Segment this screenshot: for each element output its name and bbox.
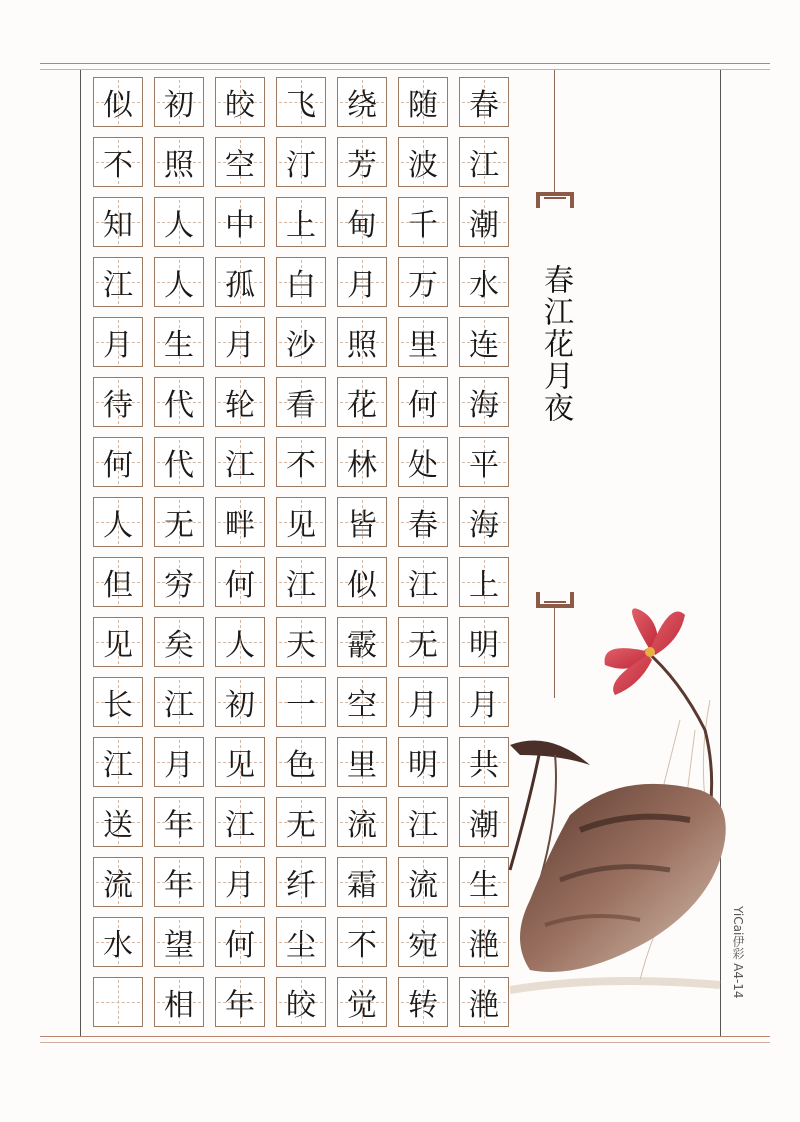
grid-cell: [154, 677, 204, 727]
grid-cell: [276, 557, 326, 607]
grid-character: 中: [225, 208, 255, 243]
grid-character: 代: [164, 388, 194, 423]
grid-character: 海: [469, 508, 499, 543]
grid-cell: [276, 917, 326, 967]
grid-cell: [398, 137, 448, 187]
grid-cell: [398, 77, 448, 127]
grid-character: 孤: [225, 268, 255, 303]
grid-cell: [215, 137, 265, 187]
grid-cell: [215, 317, 265, 367]
grid-character: 色: [286, 748, 316, 783]
grid-character: 汀: [286, 148, 316, 183]
grid-character: 皎: [286, 988, 316, 1023]
grid-cell: [154, 77, 204, 127]
grid-cell: [276, 497, 326, 547]
grid-cell: [93, 857, 143, 907]
grid-character: 江: [408, 568, 438, 603]
grid-character: 月: [469, 688, 499, 723]
grid-character: 芳: [347, 148, 377, 183]
grid-character: 相: [164, 988, 194, 1023]
grid-cell: [337, 257, 387, 307]
grid-character: 春: [408, 508, 438, 543]
grid-cell: [276, 77, 326, 127]
grid-character: 月: [225, 868, 255, 903]
grid-character: 水: [103, 928, 133, 963]
grid-cell: [276, 377, 326, 427]
grid-character: 无: [286, 808, 316, 843]
grid-character: 但: [103, 568, 133, 603]
grid-cell: [215, 797, 265, 847]
grid-character: 送: [103, 808, 133, 843]
grid-character: 照: [347, 328, 377, 363]
grid-character: 宛: [408, 928, 438, 963]
grid-cell: [93, 197, 143, 247]
grid-cell: [93, 497, 143, 547]
grid-cell: [337, 497, 387, 547]
grid-character: 白: [286, 268, 316, 303]
grid-character: 江: [164, 688, 194, 723]
grid-character: 江: [469, 148, 499, 183]
grid-cell: [154, 437, 204, 487]
grid-cell: [459, 197, 509, 247]
grid-character: 江: [103, 268, 133, 303]
grid-character: 人: [225, 628, 255, 663]
title-stem-top: [554, 70, 555, 193]
grid-character: 江: [408, 808, 438, 843]
grid-cell: [154, 557, 204, 607]
grid-cell: [215, 857, 265, 907]
grid-cell: [93, 617, 143, 667]
grid-character: 初: [225, 688, 255, 723]
grid-character: 春: [469, 88, 499, 123]
grid-cell: [93, 377, 143, 427]
grid-character: 见: [103, 628, 133, 663]
grid-cell: [215, 677, 265, 727]
grid-cell: [215, 497, 265, 547]
grid-cell: [459, 137, 509, 187]
grid-cell: [337, 617, 387, 667]
grid-character: 千: [408, 208, 438, 243]
grid-cell: [337, 917, 387, 967]
grid-cell: [398, 197, 448, 247]
grid-cell: [337, 437, 387, 487]
grid-cell: [276, 857, 326, 907]
grid-character: 明: [469, 628, 499, 663]
flower-rock-painting: [500, 580, 730, 1000]
grid-cell: [154, 617, 204, 667]
grid-cell: [398, 677, 448, 727]
grid-cell: [154, 377, 204, 427]
grid-character: 江: [225, 448, 255, 483]
grid-cell: [154, 917, 204, 967]
grid-character: 花: [347, 388, 377, 423]
grid-character: 何: [103, 448, 133, 483]
grid-cell: [93, 137, 143, 187]
grid-cell: [337, 977, 387, 1027]
grid-character: 见: [225, 748, 255, 783]
grid-character: 月: [347, 268, 377, 303]
grid-cell: [154, 977, 204, 1027]
grid-cell: [276, 197, 326, 247]
side-label: YiCai伊彩 A4-14: [731, 906, 745, 999]
grid-cell: [276, 317, 326, 367]
grid-character: 滟: [469, 988, 499, 1023]
grid-cell: [337, 197, 387, 247]
grid-character: 潮: [469, 208, 499, 243]
grid-character: 转: [408, 988, 438, 1023]
grid-character: 知: [103, 208, 133, 243]
grid-character: 霜: [347, 868, 377, 903]
grid-character: 生: [164, 328, 194, 363]
grid-character: 一: [286, 688, 316, 723]
grid-character: 月: [103, 328, 133, 363]
grid-cell: [93, 257, 143, 307]
grid-character: 畔: [225, 508, 255, 543]
grid-cell: [93, 737, 143, 787]
grid-cell: [215, 437, 265, 487]
grid-cell: [93, 77, 143, 127]
grid-cell: [215, 737, 265, 787]
grid-cell: [398, 557, 448, 607]
grid-character: 霰: [347, 628, 377, 663]
grid-cell: [93, 917, 143, 967]
grid-character: 似: [103, 88, 133, 123]
page-title: 春江花月夜: [538, 264, 573, 424]
grid-character: 空: [225, 148, 255, 183]
flower-icon: [605, 608, 685, 695]
grid-cell: [398, 737, 448, 787]
grid-cell: [93, 557, 143, 607]
grid-cell: [215, 77, 265, 127]
grid-cell: [276, 977, 326, 1027]
grid-cell: [337, 137, 387, 187]
grid-cell: [398, 497, 448, 547]
grid-cell: [154, 737, 204, 787]
grid-character: 流: [347, 808, 377, 843]
grid-character: 照: [164, 148, 194, 183]
grid-cell: [93, 437, 143, 487]
grid-cell: [215, 197, 265, 247]
grid-character: 水: [469, 268, 499, 303]
grid-character: 何: [225, 928, 255, 963]
grid-cell: [337, 557, 387, 607]
grid-character: 穷: [164, 568, 194, 603]
grid-character: 月: [408, 688, 438, 723]
grid-character: 不: [347, 928, 377, 963]
bottom-rule-thin: [40, 1042, 770, 1043]
grid-character: 甸: [347, 208, 377, 243]
grid-character: 流: [103, 868, 133, 903]
grid-cell: [215, 557, 265, 607]
grid-character: 上: [286, 208, 316, 243]
grid-cell: [93, 677, 143, 727]
grid-character: 平: [469, 448, 499, 483]
grid-cell: [154, 497, 204, 547]
grid-character: 潮: [469, 808, 499, 843]
grid-character: 处: [408, 448, 438, 483]
grid-cell: [337, 737, 387, 787]
grid-cell: [154, 797, 204, 847]
grid-character: 皎: [225, 88, 255, 123]
grid-cell: [215, 257, 265, 307]
grid-character: 上: [469, 568, 499, 603]
grid-character: 初: [164, 88, 194, 123]
grid-character: 见: [286, 508, 316, 543]
grid-character: 绕: [347, 88, 377, 123]
left-frame-line: [80, 70, 81, 1036]
grid-cell: [215, 977, 265, 1027]
grid-character: 空: [347, 688, 377, 723]
grid-character: 何: [408, 388, 438, 423]
grid-character: 里: [347, 748, 377, 783]
grid-cell: [215, 617, 265, 667]
grid-character: 代: [164, 448, 194, 483]
grid-character: 无: [408, 628, 438, 663]
grid-cell: [154, 137, 204, 187]
grid-character: 看: [286, 388, 316, 423]
grid-cell: [154, 197, 204, 247]
grid-character: 人: [164, 268, 194, 303]
grid-cell: [276, 677, 326, 727]
grid-character: 滟: [469, 928, 499, 963]
grid-character: 人: [103, 508, 133, 543]
grid-cell: [459, 77, 509, 127]
grid-character: 年: [164, 868, 194, 903]
character-grid: [93, 77, 507, 1031]
grid-character: 共: [469, 748, 499, 783]
grid-character: 生: [469, 868, 499, 903]
top-rule-thin: [40, 69, 770, 70]
grid-cell: [398, 437, 448, 487]
grid-character: 尘: [286, 928, 316, 963]
grid-cell: [398, 617, 448, 667]
grid-cell: [215, 917, 265, 967]
grid-character: 明: [408, 748, 438, 783]
grid-cell: [215, 377, 265, 427]
grid-character: 万: [408, 268, 438, 303]
grid-cell: [337, 797, 387, 847]
grid-cell: [337, 857, 387, 907]
title-bracket-top: [536, 190, 574, 210]
grid-character: 沙: [286, 328, 316, 363]
grid-cell: [154, 857, 204, 907]
grid-character: 江: [225, 808, 255, 843]
grid-cell: [93, 977, 143, 1027]
top-rule: [40, 63, 770, 64]
grid-character: 流: [408, 868, 438, 903]
grid-cell: [398, 917, 448, 967]
grid-cell: [459, 437, 509, 487]
grid-character: 轮: [225, 388, 255, 423]
grid-character: 江: [286, 568, 316, 603]
grid-cell: [276, 437, 326, 487]
grid-character: 随: [408, 88, 438, 123]
grid-cell: [459, 377, 509, 427]
grid-character: 波: [408, 148, 438, 183]
grid-character: 长: [103, 688, 133, 723]
grid-cell: [276, 617, 326, 667]
grid-cell: [337, 677, 387, 727]
grid-character: 皆: [347, 508, 377, 543]
grid-character: 里: [408, 328, 438, 363]
grid-character: 月: [164, 748, 194, 783]
grid-character: 纤: [286, 868, 316, 903]
grid-character: 何: [225, 568, 255, 603]
grid-character: 林: [347, 448, 377, 483]
grid-cell: [337, 77, 387, 127]
grid-cell: [93, 797, 143, 847]
grid-character: 觉: [347, 988, 377, 1023]
grid-character: 望: [164, 928, 194, 963]
grid-cell: [398, 377, 448, 427]
grid-cell: [154, 257, 204, 307]
grid-cell: [154, 317, 204, 367]
grid-cell: [398, 857, 448, 907]
grid-character: 年: [164, 808, 194, 843]
grid-character: 飞: [286, 88, 316, 123]
grid-character: 不: [103, 148, 133, 183]
grid-character: 海: [469, 388, 499, 423]
bottom-rule: [40, 1036, 770, 1037]
grid-character: 矣: [164, 628, 194, 663]
grid-character: 待: [103, 388, 133, 423]
grid-cell: [398, 257, 448, 307]
grid-cell: [398, 317, 448, 367]
grid-cell: [398, 977, 448, 1027]
grid-character: 人: [164, 208, 194, 243]
grid-cell: [337, 377, 387, 427]
grid-character: 连: [469, 328, 499, 363]
grid-character: 江: [103, 748, 133, 783]
grid-cell: [276, 797, 326, 847]
grid-cell: [276, 137, 326, 187]
grid-cell: [459, 317, 509, 367]
grid-cell: [459, 497, 509, 547]
grid-cell: [398, 797, 448, 847]
grid-character: 不: [286, 448, 316, 483]
grid-cell: [337, 317, 387, 367]
grid-character: 似: [347, 568, 377, 603]
grid-cell: [93, 317, 143, 367]
grid-cell: [276, 737, 326, 787]
grid-character: 月: [225, 328, 255, 363]
grid-character: 年: [225, 988, 255, 1023]
grid-character: 天: [286, 628, 316, 663]
grid-cell: [276, 257, 326, 307]
grid-cell: [459, 257, 509, 307]
grid-character: 无: [164, 508, 194, 543]
